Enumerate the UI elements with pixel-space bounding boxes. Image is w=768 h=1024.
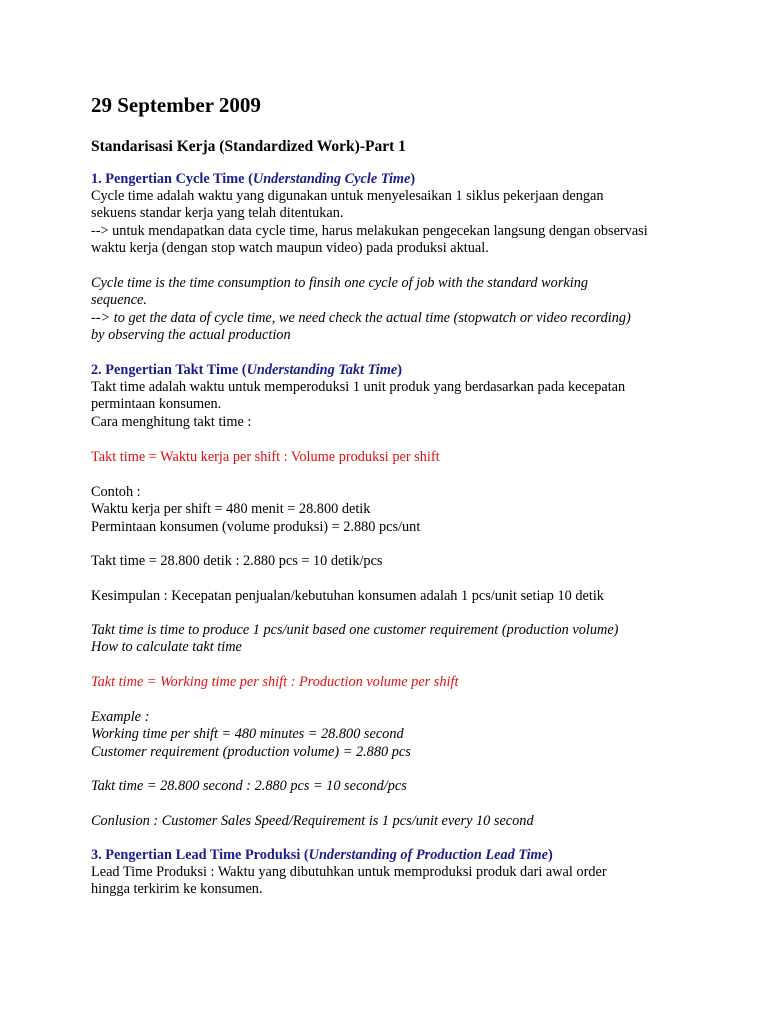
text-line: Working time per shift = 480 minutes = 28.800 second: [91, 726, 404, 743]
text-line: How to calculate takt time: [91, 639, 242, 656]
section-2-heading-prefix: 2. Pengertian Takt Time (: [91, 362, 247, 378]
takt-formula: Takt time = Waktu kerja per shift : Volume produksi per shift: [91, 449, 440, 465]
takt-result-english: Takt time = 28.800 second : 2.880 pcs = 10 second/pcs: [91, 778, 407, 794]
text-line: waktu kerja (dengan stop watch maupun video) pada produksi aktual.: [91, 239, 489, 256]
section-2-example: [91, 484, 731, 536]
text-line: Takt time adalah waktu untuk memperoduksi 1 unit produk yang berdasarkan pada kecepatan: [91, 379, 626, 395]
text-line: Cycle time adalah waktu yang digunakan untuk menyelesaikan 1 siklus pekerjaan dengan: [91, 188, 604, 204]
section-2-heading-note: Understanding Takt Time: [246, 362, 398, 378]
text-line: Customer requirement (production volume) = 2.880 pcs: [91, 743, 411, 760]
text-line: Takt time is time to produce 1 pcs/unit based one customer requirement (production volume): [91, 622, 619, 638]
text-line: Lead Time Produksi : Waktu yang dibutuhkan untuk memproduksi produk dari awal order: [91, 864, 607, 880]
section-3-heading-note: Understanding of Production Lead Time: [308, 847, 549, 863]
section-2-heading-suffix: ): [397, 362, 402, 378]
document-subtitle: Standarisasi Kerja (Standardized Work)-Part 1: [91, 138, 406, 155]
page-title: 29 September 2009: [91, 93, 261, 117]
section-3-heading: [91, 847, 731, 864]
text-line: Contoh :: [91, 484, 141, 500]
takt-conclusion: Kesimpulan : Kecepatan penjualan/kebutuhan konsumen adalah 1 pcs/unit setiap 10 detik: [91, 588, 604, 604]
section-2-english-example: [91, 709, 731, 761]
section-1-heading-suffix: ): [410, 171, 416, 187]
section-1-indonesian-text: [91, 188, 731, 257]
text-line: Cycle time is the time consumption to finsih one cycle of job with the standard working: [91, 275, 589, 291]
takt-conclusion-english: Conlusion : Customer Sales Speed/Requirement is 1 pcs/unit every 10 second: [91, 813, 534, 829]
text-line: --> to get the data of cycle time, we need check the actual time (stopwatch or video recording): [91, 309, 631, 326]
text-line: Waktu kerja per shift = 480 menit = 28.800 detik: [91, 501, 371, 518]
section-1-heading-note: Understanding Cycle Time: [252, 171, 411, 187]
text-line: sekuens standar kerja yang telah ditentukan.: [91, 205, 344, 222]
text-line: --> untuk mendapatkan data cycle time, harus melakukan pengecekan langsung dengan observasi: [91, 222, 648, 239]
takt-formula-english: Takt time = Working time per shift : Production volume per shift: [91, 674, 459, 690]
section-1-heading: [91, 171, 731, 188]
section-3-indonesian-text: [91, 864, 731, 899]
text-line: by observing the actual production: [91, 326, 291, 343]
section-3-heading-prefix: 3. Pengertian Lead Time Produksi (: [91, 847, 309, 863]
section-2-english-intro: [91, 622, 731, 657]
text-line: permintaan konsumen.: [91, 396, 222, 413]
text-line: sequence.: [91, 292, 147, 309]
text-line: hingga terkirim ke konsumen.: [91, 881, 263, 898]
text-line: Example :: [91, 709, 150, 725]
takt-result: Takt time = 28.800 detik : 2.880 pcs = 10 detik/pcs: [91, 553, 383, 569]
section-1-heading-prefix: 1. Pengertian Cycle Time (: [91, 171, 253, 187]
section-2-heading: [91, 362, 731, 379]
section-1-english-text: [91, 275, 731, 344]
section-2-intro: [91, 379, 731, 431]
text-line: Permintaan konsumen (volume produksi) = 2.880 pcs/unt: [91, 518, 421, 535]
text-line: Cara menghitung takt time :: [91, 413, 252, 430]
section-3-heading-suffix: ): [548, 847, 553, 863]
